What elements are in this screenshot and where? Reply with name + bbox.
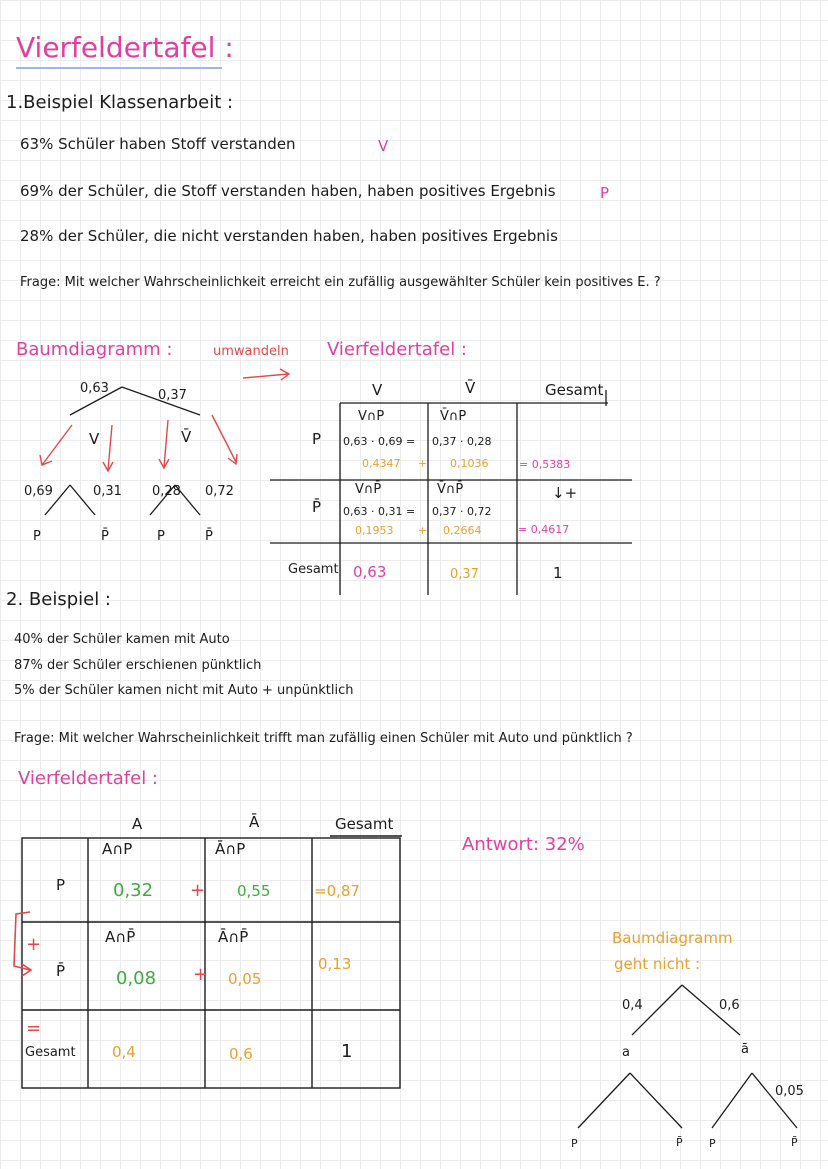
tree2-note-2: geht nicht : [614,955,701,973]
t2-bracket-plus: + [26,934,42,955]
tree2-prob-a: 0,4 [622,998,643,1013]
ex2-answer: Antwort: 32% [462,834,585,855]
t2-col-total: Gesamt [335,815,394,833]
t1-nvp-val: 0,1036 [450,457,489,470]
t1-vp-val: 0,4347 [362,457,401,470]
t1-col-v: V [372,381,383,399]
tree1-prob-pv: 0,69 [24,484,53,499]
t2-na-total: 0,6 [229,1045,253,1063]
tree-ex2 [578,985,797,1128]
tree1-node-nv: V̄ [181,428,192,446]
convert-arrow [243,369,289,380]
tree2-prob-last: 0,05 [775,1084,804,1099]
t1-row-total: Gesamt [288,562,339,577]
t1-plus-2: + [418,524,428,537]
t1-col-total: Gesamt [545,381,604,399]
tree1-node-v: V [89,430,100,448]
t1-vp-calc: 0,63 · 0,69 = [343,435,416,448]
ex2-line2: 87% der Schüler erschienen pünktlich [14,658,262,673]
tree1-prob-npnv: 0,72 [205,484,234,499]
t2-bracket-equals: = [26,1018,42,1039]
ex1-line2: 69% der Schüler, die Stoff verstanden haben, haben positives Ergebnis [20,182,556,200]
t1-vp-label: V∩P [358,409,385,424]
t2-anp-val: 0,08 [116,968,157,989]
t1-arrow-plus: ↓+ [552,484,578,502]
t1-row-p: P [312,430,322,448]
tree-ex1-red-arrows [40,415,237,471]
t1-np-total: = 0,4617 [518,523,570,536]
tree2-note-1: Baumdiagramm [612,929,733,947]
t2-a-total: 0,4 [112,1043,136,1061]
convert-label: umwandeln [213,344,289,359]
t1-nvnp-val: 0,2664 [443,524,482,537]
tree2-leaf-1: P [571,1137,578,1150]
t1-vnp-label: V∩P̄ [355,482,382,497]
tree2-leaf-4: P̄ [791,1136,798,1149]
t2-p-total: =0,87 [314,882,360,900]
t2-col-a: A [132,815,143,833]
ex1-tree-label: Baumdiagramm : [16,339,173,360]
t2-anp-label: A∩P̄ [105,928,136,946]
t2-nanp-val: 0,05 [228,970,262,988]
ex2-line3: 5% der Schüler kamen nicht mit Auto + unpünktlich [14,683,354,698]
tree2-node-a: a [622,1045,630,1060]
ex1-line1: 63% Schüler haben Stoff verstanden [20,135,296,153]
t2-col-na: Ā [249,813,260,831]
tree1-leaf-4: P̄ [205,529,213,544]
t1-v-total: 0,63 [353,563,387,581]
ex2-heading: 2. Beispiel : [6,589,111,610]
tree2-node-na: ā [741,1042,749,1057]
t1-nv-total: 0,37 [450,567,479,582]
t2-row-np: P̄ [56,962,66,980]
t1-row-np: P̄ [312,498,322,516]
tree1-prob-nv: 0,37 [158,388,187,403]
t2-np-total: 0,13 [318,955,352,973]
ex1-heading: 1.Beispiel Klassenarbeit : [6,92,234,113]
tree2-prob-na: 0,6 [719,998,740,1013]
ex1-line2-mark: P [600,184,610,202]
ex2-line1: 40% der Schüler kamen mit Auto [14,632,230,647]
t1-nvp-calc: 0,37 · 0,28 [432,435,492,448]
t1-col-nv: V̄ [465,379,476,397]
ex1-line1-mark: V [378,137,389,155]
t2-row-total: Gesamt [25,1045,76,1060]
tree1-prob-pnv: 0,28 [152,484,181,499]
t2-ap-val: 0,32 [113,880,154,901]
tree2-leaf-3: P [709,1137,716,1150]
t1-vnp-val: 0,1953 [355,524,394,537]
tree1-prob-v: 0,63 [80,381,109,396]
ex1-question: Frage: Mit welcher Wahrscheinlichkeit erreicht ein zufällig ausgewählter Schüler kein positives E. ? [20,275,661,290]
tree1-prob-npv: 0,31 [93,484,122,499]
tree1-leaf-2: P̄ [101,529,109,544]
t1-grand-total: 1 [553,564,563,582]
page-title: Vierfeldertafel : [16,31,234,64]
t1-nvnp-label: V̄∩P̄ [437,482,464,497]
t2-nanp-label: Ā∩P̄ [218,928,249,946]
ex1-line3: 28% der Schüler, die nicht verstanden haben, haben positives Ergebnis [20,227,558,245]
t1-nvnp-calc: 0,37 · 0,72 [432,505,492,518]
t2-plus-1: + [190,880,206,901]
t2-nap-val: 0,55 [237,882,271,900]
t1-vnp-calc: 0,63 · 0,31 = [343,505,416,518]
t1-nvp-label: V̄∩P [440,409,467,424]
t2-plus-2: + [193,964,209,985]
t2-nap-label: Ā∩P [215,840,246,858]
tree1-leaf-3: P [157,529,165,544]
t2-grand-total: 1 [341,1041,353,1062]
ex2-question: Frage: Mit welcher Wahrscheinlichkeit trifft man zufällig einen Schüler mit Auto und pünktlich ? [14,731,633,746]
ex1-table-label: Vierfeldertafel : [327,339,467,360]
t1-plus-1: + [418,457,428,470]
tree1-leaf-1: P [33,529,41,544]
t2-row-p: P [56,876,66,894]
t2-ap-label: A∩P [102,840,133,858]
tree2-leaf-2: P̄ [676,1136,683,1149]
ex2-table-label: Vierfeldertafel : [18,768,158,789]
t1-p-total: = 0,5383 [519,458,571,471]
